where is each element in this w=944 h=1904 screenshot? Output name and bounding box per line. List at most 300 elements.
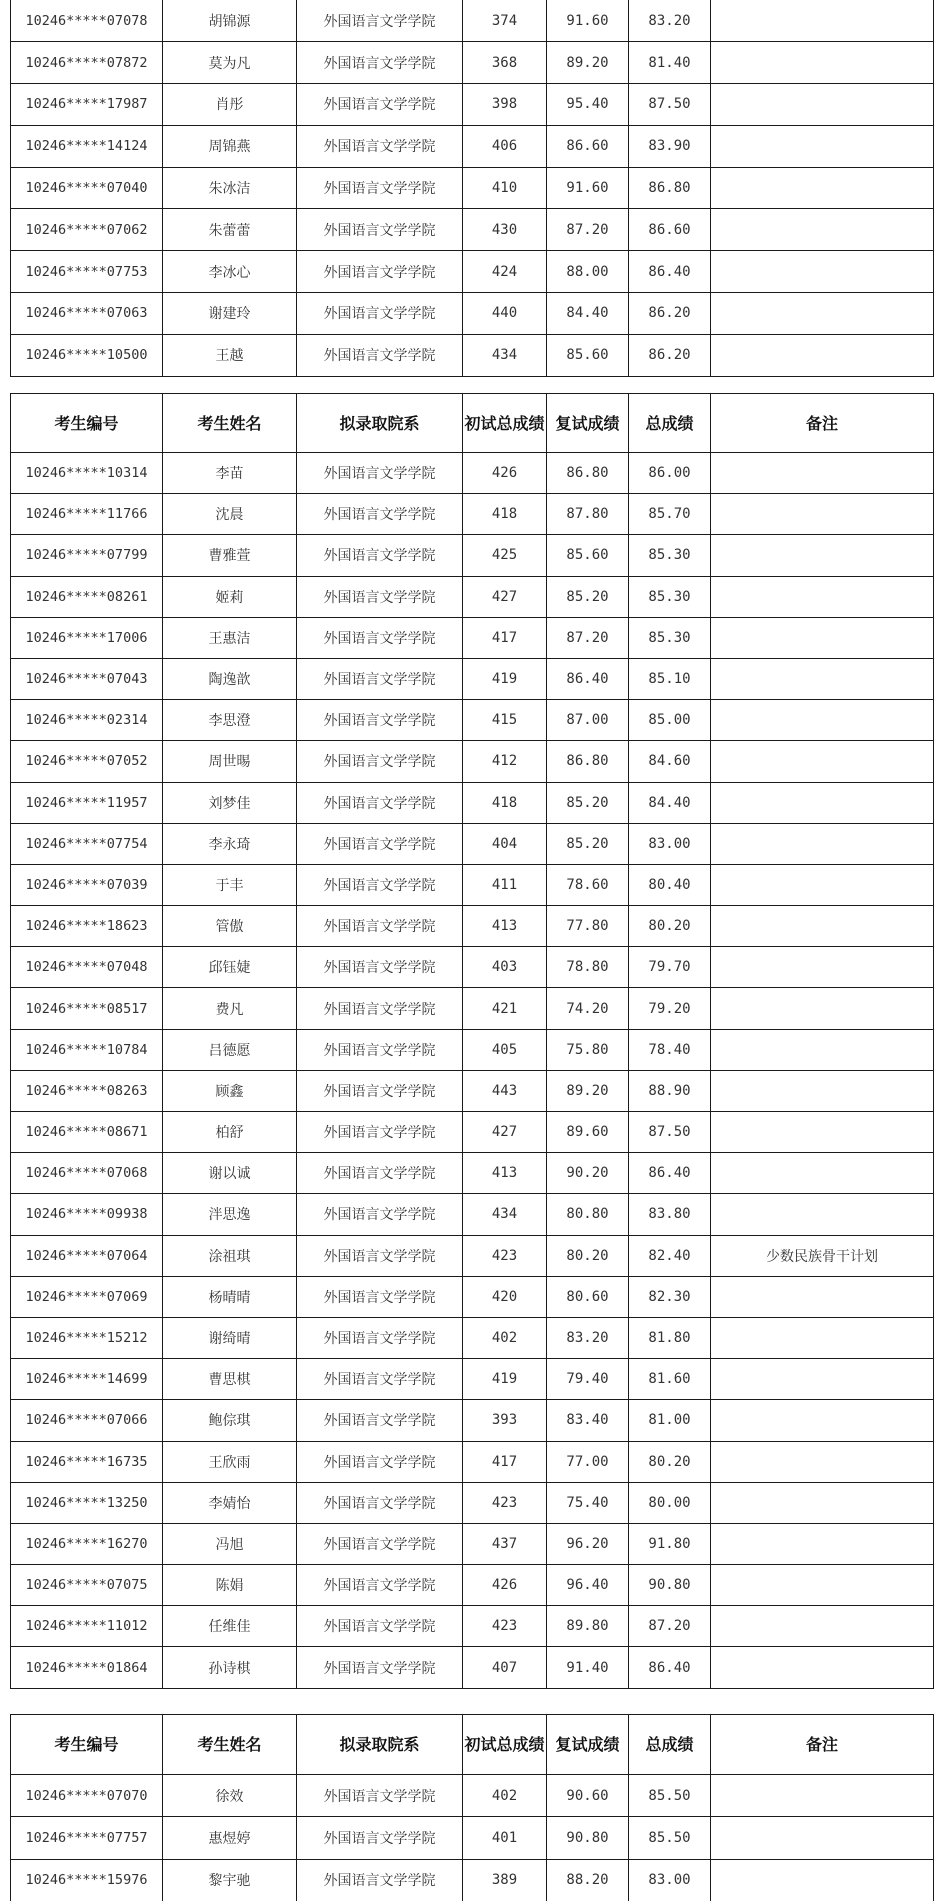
name-cell: 肖彤 [163,84,297,126]
total-score-cell: 85.70 [629,494,711,535]
name-cell: 邱钰婕 [163,947,297,988]
table-row [11,1775,934,1817]
department-cell: 外国语言文学学院 [297,209,463,251]
table-row [11,209,934,251]
initial-score-cell: 423 [463,1482,547,1523]
remark-cell [711,293,934,335]
name-cell: 惠煜婷 [163,1817,297,1859]
name-cell: 吕德愿 [163,1029,297,1070]
candidate-id-cell: 10246*****10314 [11,453,163,494]
total-score-cell: 88.90 [629,1070,711,1111]
total-score-cell: 86.40 [629,1647,711,1688]
remark-cell [711,658,934,699]
table-row [11,125,934,167]
candidate-id-cell: 10246*****07078 [11,0,163,42]
remark-cell [711,0,934,42]
name-cell: 泮思逸 [163,1194,297,1235]
header-candidate-id: 考生编号 [11,394,163,453]
retest-score-cell: 91.60 [547,0,629,42]
total-score-cell: 81.40 [629,42,711,84]
name-cell: 王越 [163,334,297,376]
department-cell: 外国语言文学学院 [297,1070,463,1111]
remark-cell [711,947,934,988]
candidate-id-cell: 10246*****14124 [11,125,163,167]
remark-cell [711,251,934,293]
results-table-block-3 [10,1714,934,1901]
table-row [11,1441,934,1482]
table-row [11,1859,934,1901]
department-cell: 外国语言文学学院 [297,1482,463,1523]
remark-cell [711,1482,934,1523]
candidate-id-cell: 10246*****07066 [11,1400,163,1441]
initial-score-cell: 427 [463,1112,547,1153]
candidate-id-cell: 10246*****08671 [11,1112,163,1153]
retest-score-cell: 90.20 [547,1153,629,1194]
initial-score-cell: 418 [463,494,547,535]
department-cell: 外国语言文学学院 [297,0,463,42]
remark-cell [711,823,934,864]
department-cell: 外国语言文学学院 [297,1647,463,1688]
header-name: 考生姓名 [163,394,297,453]
header-name: 考生姓名 [163,1715,297,1775]
candidate-id-cell: 10246*****07039 [11,864,163,905]
initial-score-cell: 425 [463,535,547,576]
name-cell: 胡锦源 [163,0,297,42]
candidate-id-cell: 10246*****07757 [11,1817,163,1859]
retest-score-cell: 77.00 [547,1441,629,1482]
table-row [11,823,934,864]
initial-score-cell: 419 [463,658,547,699]
name-cell: 谢以诚 [163,1153,297,1194]
department-cell: 外国语言文学学院 [297,1359,463,1400]
table-row [11,334,934,376]
total-score-cell: 86.80 [629,167,711,209]
name-cell: 杨晴晴 [163,1276,297,1317]
initial-score-cell: 426 [463,1565,547,1606]
remark-cell [711,988,934,1029]
initial-score-cell: 434 [463,334,547,376]
department-cell: 外国语言文学学院 [297,1235,463,1276]
candidate-id-cell: 10246*****15976 [11,1859,163,1901]
remark-cell [711,1029,934,1070]
department-cell: 外国语言文学学院 [297,1565,463,1606]
total-score-cell: 84.60 [629,741,711,782]
department-cell: 外国语言文学学院 [297,1817,463,1859]
name-cell: 冯旭 [163,1523,297,1564]
candidate-id-cell: 10246*****01864 [11,1647,163,1688]
table-row [11,1029,934,1070]
total-score-cell: 85.00 [629,700,711,741]
header-total-score: 总成绩 [629,394,711,453]
total-score-cell: 85.10 [629,658,711,699]
remark-cell [711,1070,934,1111]
table-row [11,84,934,126]
candidate-id-cell: 10246*****10500 [11,334,163,376]
initial-score-cell: 420 [463,1276,547,1317]
table-row [11,1359,934,1400]
remark-cell [711,494,934,535]
candidate-id-cell: 10246*****13250 [11,1482,163,1523]
retest-score-cell: 83.20 [547,1317,629,1358]
table-row [11,494,934,535]
department-cell: 外国语言文学学院 [297,453,463,494]
initial-score-cell: 413 [463,906,547,947]
remark-cell [711,209,934,251]
remark-cell [711,1859,934,1901]
candidate-id-cell: 10246*****07064 [11,1235,163,1276]
name-cell: 朱蕾蕾 [163,209,297,251]
initial-score-cell: 423 [463,1235,547,1276]
initial-score-cell: 427 [463,576,547,617]
name-cell: 黎宇驰 [163,1859,297,1901]
department-cell: 外国语言文学学院 [297,947,463,988]
name-cell: 周世晹 [163,741,297,782]
table-row [11,0,934,42]
total-score-cell: 86.60 [629,209,711,251]
department-cell: 外国语言文学学院 [297,84,463,126]
department-cell: 外国语言文学学院 [297,782,463,823]
total-score-cell: 91.80 [629,1523,711,1564]
candidate-id-cell: 10246*****11766 [11,494,163,535]
table-row [11,1235,934,1276]
department-cell: 外国语言文学学院 [297,1153,463,1194]
table-header-row [11,1715,934,1775]
retest-score-cell: 74.20 [547,988,629,1029]
name-cell: 周锦燕 [163,125,297,167]
table-row [11,1153,934,1194]
initial-score-cell: 403 [463,947,547,988]
department-cell: 外国语言文学学院 [297,1859,463,1901]
name-cell: 王欣雨 [163,1441,297,1482]
candidate-id-cell: 10246*****18623 [11,906,163,947]
initial-score-cell: 426 [463,453,547,494]
total-score-cell: 86.20 [629,293,711,335]
name-cell: 陶逸歆 [163,658,297,699]
retest-score-cell: 85.20 [547,576,629,617]
remark-cell [711,1194,934,1235]
name-cell: 李冰心 [163,251,297,293]
retest-score-cell: 88.20 [547,1859,629,1901]
department-cell: 外国语言文学学院 [297,1775,463,1817]
retest-score-cell: 86.60 [547,125,629,167]
header-remark: 备注 [711,394,934,453]
remark-cell [711,125,934,167]
candidate-id-cell: 10246*****16735 [11,1441,163,1482]
total-score-cell: 82.40 [629,1235,711,1276]
candidate-id-cell: 10246*****17006 [11,617,163,658]
name-cell: 姬莉 [163,576,297,617]
remark-cell [711,535,934,576]
table-row [11,453,934,494]
department-cell: 外国语言文学学院 [297,1441,463,1482]
remark-cell [711,1153,934,1194]
retest-score-cell: 87.00 [547,700,629,741]
initial-score-cell: 437 [463,1523,547,1564]
total-score-cell: 90.80 [629,1565,711,1606]
department-cell: 外国语言文学学院 [297,823,463,864]
retest-score-cell: 80.80 [547,1194,629,1235]
department-cell: 外国语言文学学院 [297,864,463,905]
candidate-id-cell: 10246*****07069 [11,1276,163,1317]
total-score-cell: 79.20 [629,988,711,1029]
initial-score-cell: 418 [463,782,547,823]
retest-score-cell: 96.20 [547,1523,629,1564]
initial-score-cell: 423 [463,1606,547,1647]
initial-score-cell: 411 [463,864,547,905]
table-row [11,1606,934,1647]
initial-score-cell: 419 [463,1359,547,1400]
total-score-cell: 80.40 [629,864,711,905]
remark-cell [711,1317,934,1358]
table-row [11,251,934,293]
remark-cell [711,84,934,126]
department-cell: 外国语言文学学院 [297,988,463,1029]
table-row [11,1317,934,1358]
total-score-cell: 80.20 [629,1441,711,1482]
retest-score-cell: 95.40 [547,84,629,126]
initial-score-cell: 412 [463,741,547,782]
header-retest-score: 复试成绩 [547,394,629,453]
department-cell: 外国语言文学学院 [297,906,463,947]
candidate-id-cell: 10246*****07872 [11,42,163,84]
table-row [11,167,934,209]
retest-score-cell: 89.20 [547,1070,629,1111]
department-cell: 外国语言文学学院 [297,1029,463,1070]
total-score-cell: 86.20 [629,334,711,376]
name-cell: 谢建玲 [163,293,297,335]
table-row [11,1523,934,1564]
name-cell: 顾鑫 [163,1070,297,1111]
initial-score-cell: 402 [463,1775,547,1817]
name-cell: 朱冰洁 [163,167,297,209]
retest-score-cell: 87.80 [547,494,629,535]
remark-cell [711,42,934,84]
retest-score-cell: 80.60 [547,1276,629,1317]
table-row [11,782,934,823]
initial-score-cell: 421 [463,988,547,1029]
remark-cell [711,1606,934,1647]
table-row [11,42,934,84]
initial-score-cell: 430 [463,209,547,251]
name-cell: 曹思棋 [163,1359,297,1400]
candidate-id-cell: 10246*****07753 [11,251,163,293]
remark-cell [711,1565,934,1606]
initial-score-cell: 413 [463,1153,547,1194]
candidate-id-cell: 10246*****07048 [11,947,163,988]
total-score-cell: 87.20 [629,1606,711,1647]
table-row [11,658,934,699]
name-cell: 鲍倧琪 [163,1400,297,1441]
candidate-id-cell: 10246*****07040 [11,167,163,209]
department-cell: 外国语言文学学院 [297,535,463,576]
remark-cell [711,334,934,376]
table-row [11,1194,934,1235]
department-cell: 外国语言文学学院 [297,1400,463,1441]
header-remark: 备注 [711,1715,934,1775]
table-row [11,947,934,988]
remark-cell [711,864,934,905]
initial-score-cell: 424 [463,251,547,293]
retest-score-cell: 86.80 [547,453,629,494]
total-score-cell: 86.40 [629,1153,711,1194]
total-score-cell: 80.00 [629,1482,711,1523]
candidate-id-cell: 10246*****17987 [11,84,163,126]
total-score-cell: 87.50 [629,1112,711,1153]
candidate-id-cell: 10246*****11957 [11,782,163,823]
total-score-cell: 81.80 [629,1317,711,1358]
remark-cell: 少数民族骨干计划 [711,1235,934,1276]
name-cell: 于丰 [163,864,297,905]
remark-cell [711,1817,934,1859]
total-score-cell: 83.20 [629,0,711,42]
total-score-cell: 85.50 [629,1817,711,1859]
remark-cell [711,1523,934,1564]
name-cell: 刘梦佳 [163,782,297,823]
retest-score-cell: 90.60 [547,1775,629,1817]
remark-cell [711,1112,934,1153]
header-total-score: 总成绩 [629,1715,711,1775]
table-row [11,1482,934,1523]
total-score-cell: 85.30 [629,535,711,576]
initial-score-cell: 368 [463,42,547,84]
name-cell: 柏舒 [163,1112,297,1153]
retest-score-cell: 96.40 [547,1565,629,1606]
table-row [11,617,934,658]
candidate-id-cell: 10246*****07052 [11,741,163,782]
department-cell: 外国语言文学学院 [297,1523,463,1564]
department-cell: 外国语言文学学院 [297,658,463,699]
initial-score-cell: 443 [463,1070,547,1111]
retest-score-cell: 85.20 [547,823,629,864]
retest-score-cell: 77.80 [547,906,629,947]
department-cell: 外国语言文学学院 [297,334,463,376]
header-department: 拟录取院系 [297,1715,463,1775]
table-row [11,1070,934,1111]
retest-score-cell: 88.00 [547,251,629,293]
table-row [11,1565,934,1606]
results-table-block-1 [10,0,934,377]
table-row [11,700,934,741]
department-cell: 外国语言文学学院 [297,167,463,209]
department-cell: 外国语言文学学院 [297,1194,463,1235]
candidate-id-cell: 10246*****07062 [11,209,163,251]
name-cell: 李婧怡 [163,1482,297,1523]
table-row [11,1112,934,1153]
initial-score-cell: 440 [463,293,547,335]
table-row [11,535,934,576]
retest-score-cell: 83.40 [547,1400,629,1441]
department-cell: 外国语言文学学院 [297,125,463,167]
initial-score-cell: 404 [463,823,547,864]
initial-score-cell: 410 [463,167,547,209]
total-score-cell: 87.50 [629,84,711,126]
candidate-id-cell: 10246*****08263 [11,1070,163,1111]
name-cell: 徐效 [163,1775,297,1817]
name-cell: 陈娟 [163,1565,297,1606]
remark-cell [711,167,934,209]
total-score-cell: 81.60 [629,1359,711,1400]
remark-cell [711,1276,934,1317]
retest-score-cell: 91.40 [547,1647,629,1688]
department-cell: 外国语言文学学院 [297,494,463,535]
table-row [11,741,934,782]
remark-cell [711,906,934,947]
department-cell: 外国语言文学学院 [297,1317,463,1358]
department-cell: 外国语言文学学院 [297,293,463,335]
header-initial-score: 初试总成绩 [463,394,547,453]
retest-score-cell: 90.80 [547,1817,629,1859]
initial-score-cell: 434 [463,1194,547,1235]
table-row [11,1647,934,1688]
remark-cell [711,782,934,823]
header-candidate-id: 考生编号 [11,1715,163,1775]
candidate-id-cell: 10246*****07075 [11,1565,163,1606]
name-cell: 沈晨 [163,494,297,535]
table-row [11,988,934,1029]
department-cell: 外国语言文学学院 [297,42,463,84]
total-score-cell: 79.70 [629,947,711,988]
header-initial-score: 初试总成绩 [463,1715,547,1775]
department-cell: 外国语言文学学院 [297,700,463,741]
initial-score-cell: 398 [463,84,547,126]
retest-score-cell: 89.80 [547,1606,629,1647]
total-score-cell: 85.30 [629,576,711,617]
remark-cell [711,1441,934,1482]
remark-cell [711,576,934,617]
candidate-id-cell: 10246*****15212 [11,1317,163,1358]
total-score-cell: 83.00 [629,1859,711,1901]
table-row [11,576,934,617]
total-score-cell: 85.30 [629,617,711,658]
name-cell: 王惠洁 [163,617,297,658]
candidate-id-cell: 10246*****07043 [11,658,163,699]
name-cell: 谢绮晴 [163,1317,297,1358]
table-row [11,864,934,905]
department-cell: 外国语言文学学院 [297,617,463,658]
total-score-cell: 80.20 [629,906,711,947]
candidate-id-cell: 10246*****09938 [11,1194,163,1235]
department-cell: 外国语言文学学院 [297,1276,463,1317]
total-score-cell: 85.50 [629,1775,711,1817]
initial-score-cell: 389 [463,1859,547,1901]
candidate-id-cell: 10246*****10784 [11,1029,163,1070]
candidate-id-cell: 10246*****14699 [11,1359,163,1400]
initial-score-cell: 406 [463,125,547,167]
name-cell: 孙诗棋 [163,1647,297,1688]
table-row [11,1817,934,1859]
total-score-cell: 86.00 [629,453,711,494]
header-retest-score: 复试成绩 [547,1715,629,1775]
name-cell: 任维佳 [163,1606,297,1647]
name-cell: 曹雅萱 [163,535,297,576]
total-score-cell: 82.30 [629,1276,711,1317]
initial-score-cell: 417 [463,617,547,658]
candidate-id-cell: 10246*****07070 [11,1775,163,1817]
retest-score-cell: 85.60 [547,334,629,376]
initial-score-cell: 374 [463,0,547,42]
retest-score-cell: 78.60 [547,864,629,905]
remark-cell [711,1775,934,1817]
candidate-id-cell: 10246*****07068 [11,1153,163,1194]
retest-score-cell: 91.60 [547,167,629,209]
retest-score-cell: 80.20 [547,1235,629,1276]
name-cell: 涂祖琪 [163,1235,297,1276]
remark-cell [711,700,934,741]
retest-score-cell: 86.80 [547,741,629,782]
retest-score-cell: 85.60 [547,535,629,576]
retest-score-cell: 75.40 [547,1482,629,1523]
total-score-cell: 83.90 [629,125,711,167]
